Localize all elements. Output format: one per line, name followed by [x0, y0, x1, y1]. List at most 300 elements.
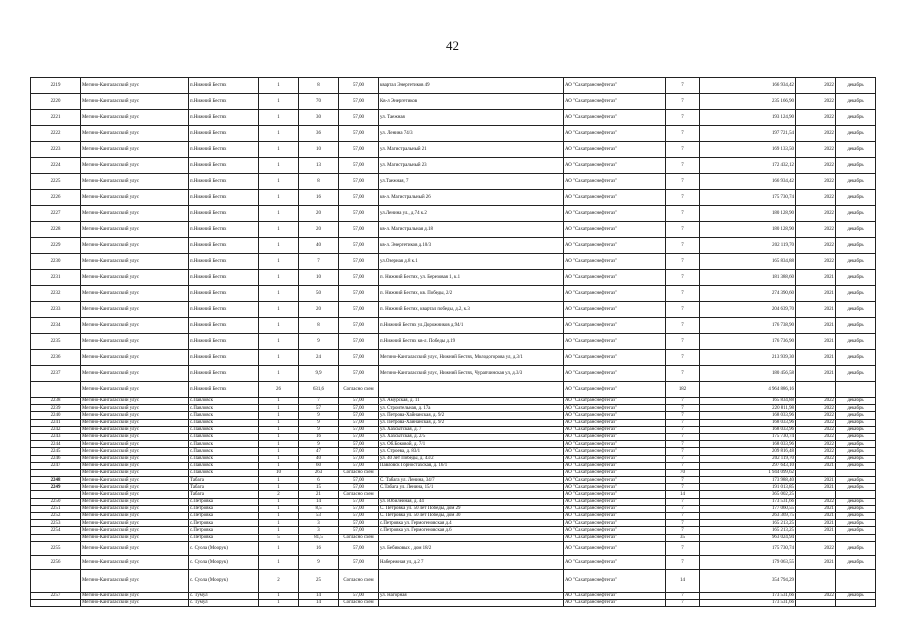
- cell-count: 1: [259, 520, 299, 527]
- table-row: [31, 78, 876, 94]
- cell-term: 7: [666, 527, 700, 534]
- cell-month: декабрь: [836, 126, 876, 142]
- cell-settlement: с.Павловск: [189, 441, 259, 448]
- cell-count: 1: [259, 366, 299, 382]
- cell-year: 2021: [796, 484, 836, 491]
- cell-count: 1: [259, 254, 299, 270]
- cell-count: 1: [259, 412, 299, 419]
- cell-count: 1: [259, 505, 299, 512]
- cell-organization: АО "Сахатранснефтегаз": [564, 433, 666, 440]
- cell-year: 2022: [796, 110, 836, 126]
- cell-diameter: 57,00: [339, 419, 379, 426]
- cell-district: Мегино-Кангаласский улус: [81, 334, 189, 350]
- cell-address: квартал Энергетиков 49: [379, 78, 564, 94]
- cell-term: 7: [666, 555, 700, 569]
- cell-term: 7: [666, 520, 700, 527]
- cell-district: Мегино-Кангаласский улус: [81, 469, 189, 476]
- cell-term: 7: [666, 158, 700, 174]
- cell-diameter: 57,00: [339, 142, 379, 158]
- cell-count: 1: [259, 477, 299, 484]
- cell-diameter: 57,00: [339, 286, 379, 302]
- cell-term: 182: [666, 382, 700, 398]
- cell-diameter: Согласно схем: [339, 469, 379, 476]
- cell-year: 2022: [796, 441, 836, 448]
- cell-year: 2022: [796, 142, 836, 158]
- cell-cost: 4 964 886,16: [700, 382, 796, 398]
- cell-organization: АО "Сахатранснефтегаз": [564, 569, 666, 592]
- cell-address: п. Нижний Бестях, квартал победы, д.2, к.3: [379, 302, 564, 318]
- cell-diameter: 57,00: [339, 302, 379, 318]
- cell-diameter: 57,00: [339, 441, 379, 448]
- cell-length: 6: [299, 477, 339, 484]
- table-row: [31, 592, 876, 599]
- cell-district: Мегино-Кангаласский улус: [81, 286, 189, 302]
- cell-year: 2021: [796, 350, 836, 366]
- cell-cost: 175 730,74: [700, 433, 796, 440]
- cell-settlement: п.Нижний Бестях: [189, 318, 259, 334]
- cell-count: 2: [259, 569, 299, 592]
- cell-term: 14: [666, 491, 700, 498]
- cell-row-number: 2233: [31, 302, 81, 318]
- cell-cost: 176 736,90: [700, 334, 796, 350]
- cell-diameter: 57,00: [339, 398, 379, 405]
- cell-row-number: 2252: [31, 513, 81, 520]
- cell-month: декабрь: [836, 94, 876, 110]
- cell-length: 8: [299, 78, 339, 94]
- cell-count: 1: [259, 419, 299, 426]
- table-row: [31, 398, 876, 405]
- cell-organization: АО "Сахатранснефтегаз": [564, 455, 666, 462]
- cell-month: декабрь: [836, 318, 876, 334]
- cell-count: 1: [259, 405, 299, 412]
- cell-organization: АО "Сахатранснефтегаз": [564, 513, 666, 520]
- cell-length: 16: [299, 541, 339, 555]
- cell-diameter: 57,00: [339, 222, 379, 238]
- cell-organization: АО "Сахатранснефтегаз": [564, 366, 666, 382]
- table-row: [31, 94, 876, 110]
- data-table: [30, 77, 876, 607]
- cell-month: декабрь: [836, 455, 876, 462]
- cell-diameter: 57,00: [339, 238, 379, 254]
- cell-row-number: 2229: [31, 238, 81, 254]
- cell-count: 1: [259, 206, 299, 222]
- cell-length: 8,5: [299, 505, 339, 512]
- cell-count: 1: [259, 498, 299, 505]
- cell-row-number: 2243: [31, 433, 81, 440]
- cell-count: 1: [259, 592, 299, 599]
- cell-length: 13: [299, 158, 339, 174]
- cell-district: Мегино-Кангаласский улус: [81, 599, 189, 606]
- cell-organization: АО "Сахатранснефтегаз": [564, 302, 666, 318]
- table-row: [31, 190, 876, 206]
- cell-cost: 180 128,90: [700, 206, 796, 222]
- cell-address: ул. Амурская, д. 11: [379, 398, 564, 405]
- table-row: [31, 350, 876, 366]
- cell-organization: АО "Сахатранснефтегаз": [564, 94, 666, 110]
- cell-month: декабрь: [836, 206, 876, 222]
- cell-month: декабрь: [836, 412, 876, 419]
- cell-year: 2021: [796, 505, 836, 512]
- cell-diameter: 57,00: [339, 158, 379, 174]
- cell-term: 7: [666, 592, 700, 599]
- cell-diameter: 57,00: [339, 318, 379, 334]
- cell-count: 1: [259, 318, 299, 334]
- cell-year: [796, 491, 836, 498]
- cell-length: 20: [299, 302, 339, 318]
- cell-term: 7: [666, 142, 700, 158]
- cell-length: 24: [299, 350, 339, 366]
- cell-settlement: Табага: [189, 477, 259, 484]
- cell-month: декабрь: [836, 513, 876, 520]
- cell-diameter: 57,00: [339, 110, 379, 126]
- cell-diameter: 57,00: [339, 505, 379, 512]
- cell-diameter: 57,00: [339, 555, 379, 569]
- cell-cost: 177 060,55: [700, 505, 796, 512]
- cell-organization: АО "Сахатранснефтегаз": [564, 555, 666, 569]
- cell-year: 2022: [796, 592, 836, 599]
- cell-count: 1: [259, 484, 299, 491]
- cell-term: 35: [666, 534, 700, 541]
- cell-count: 1: [259, 350, 299, 366]
- cell-month: декабрь: [836, 484, 876, 491]
- cell-organization: АО "Сахатранснефтегаз": [564, 398, 666, 405]
- cell-district: Мегино-Кангаласский улус: [81, 158, 189, 174]
- cell-cost: 173 531,66: [700, 592, 796, 599]
- table-row: [31, 286, 876, 302]
- cell-settlement: п.Нижний Бестях: [189, 222, 259, 238]
- cell-length: 60: [299, 462, 339, 469]
- cell-diameter: Согласно схем: [339, 382, 379, 398]
- cell-address: С. Табага ул. Ленина, 34/7: [379, 477, 564, 484]
- cell-row-number: 2251: [31, 505, 81, 512]
- cell-diameter: 57,00: [339, 541, 379, 555]
- cell-length: 9: [299, 555, 339, 569]
- table-row: [31, 126, 876, 142]
- cell-year: 2022: [796, 190, 836, 206]
- cell-cost: 193 124,90: [700, 110, 796, 126]
- cell-settlement: п.Нижний Бестях: [189, 78, 259, 94]
- cell-address: С. Петровка ул. 50 лет Победы, дом 29: [379, 505, 564, 512]
- cell-length: 36: [299, 126, 339, 142]
- cell-year: 2022: [796, 222, 836, 238]
- table-row: [31, 158, 876, 174]
- cell-length: 47: [299, 448, 339, 455]
- cell-term: 7: [666, 238, 700, 254]
- cell-diameter: 57,00: [339, 206, 379, 222]
- cell-organization: АО "Сахатранснефтегаз": [564, 254, 666, 270]
- cell-organization: АО "Сахатранснефтегаз": [564, 498, 666, 505]
- cell-settlement: с.Павловск: [189, 469, 259, 476]
- cell-settlement: п.Нижний Бестях: [189, 110, 259, 126]
- cell-length: 40: [299, 455, 339, 462]
- cell-organization: АО "Сахатранснефтегаз": [564, 158, 666, 174]
- cell-cost: 175 730,74: [700, 190, 796, 206]
- cell-row-number: 2246: [31, 455, 81, 462]
- cell-length: 8: [299, 174, 339, 190]
- cell-month: декабрь: [836, 541, 876, 555]
- cell-district: Мегино-Кангаласский улус: [81, 491, 189, 498]
- cell-address: п.Нижний Бестях ул.Дорожников д.94/1: [379, 318, 564, 334]
- cell-year: 2022: [796, 419, 836, 426]
- cell-term: 7: [666, 398, 700, 405]
- cell-diameter: Согласно схем: [339, 534, 379, 541]
- cell-settlement: п.Нижний Бестях: [189, 94, 259, 110]
- table-row: [31, 302, 876, 318]
- cell-settlement: п.Нижний Бестях: [189, 286, 259, 302]
- cell-year: 2022: [796, 398, 836, 405]
- table-row: [31, 366, 876, 382]
- cell-settlement: п.Нижний Бестях: [189, 366, 259, 382]
- cell-length: 14: [299, 592, 339, 599]
- cell-district: Мегино-Кангаласский улус: [81, 110, 189, 126]
- cell-settlement: с. Суола (Моорук): [189, 541, 259, 555]
- cell-address: [379, 599, 564, 606]
- cell-diameter: 57,00: [339, 190, 379, 206]
- cell-cost: 297 643,10: [700, 462, 796, 469]
- cell-year: [796, 469, 836, 476]
- cell-row-number: 2232: [31, 286, 81, 302]
- cell-district: Мегино-Кангаласский улус: [81, 254, 189, 270]
- cell-district: Мегино-Кангаласский улус: [81, 126, 189, 142]
- cell-month: декабрь: [836, 520, 876, 527]
- cell-month: декабрь: [836, 78, 876, 94]
- cell-diameter: 57,00: [339, 174, 379, 190]
- cell-organization: АО "Сахатранснефтегаз": [564, 350, 666, 366]
- cell-settlement: с.Павловск: [189, 398, 259, 405]
- cell-row-number: 2236: [31, 350, 81, 366]
- cell-year: 2021: [796, 270, 836, 286]
- cell-diameter: 57,00: [339, 484, 379, 491]
- cell-organization: АО "Сахатранснефтегаз": [564, 412, 666, 419]
- table-row: [31, 448, 876, 455]
- cell-address: ул. Хахсытская, д. 7: [379, 426, 564, 433]
- cell-term: 7: [666, 78, 700, 94]
- cell-diameter: Согласно схем: [339, 491, 379, 498]
- cell-address: ул. Об.Боковой, д. 7/1: [379, 441, 564, 448]
- cell-month: декабрь: [836, 286, 876, 302]
- cell-length: 50: [299, 286, 339, 302]
- cell-diameter: 57,00: [339, 448, 379, 455]
- cell-count: 1: [259, 110, 299, 126]
- cell-length: 53: [299, 513, 339, 520]
- cell-diameter: 57,00: [339, 412, 379, 419]
- table-row: [31, 469, 876, 476]
- cell-length: 9: [299, 419, 339, 426]
- cell-organization: АО "Сахатранснефтегаз": [564, 174, 666, 190]
- cell-year: 2021: [796, 513, 836, 520]
- cell-settlement: Табага: [189, 484, 259, 491]
- cell-row-number: 2223: [31, 142, 81, 158]
- cell-year: 2022: [796, 541, 836, 555]
- cell-term: 7: [666, 334, 700, 350]
- cell-count: 5: [259, 534, 299, 541]
- cell-cost: 169 133,50: [700, 142, 796, 158]
- cell-row-number: 2234: [31, 318, 81, 334]
- cell-address: [379, 491, 564, 498]
- cell-month: декабрь: [836, 426, 876, 433]
- cell-diameter: 57,00: [339, 254, 379, 270]
- cell-term: 7: [666, 254, 700, 270]
- cell-row-number: 2253: [31, 520, 81, 527]
- cell-year: 2021: [796, 318, 836, 334]
- cell-year: 2022: [796, 254, 836, 270]
- cell-diameter: 57,00: [339, 126, 379, 142]
- cell-month: декабрь: [836, 350, 876, 366]
- cell-month: [836, 469, 876, 476]
- cell-row-number: [31, 491, 81, 498]
- cell-month: декабрь: [836, 448, 876, 455]
- cell-row-number: 2256: [31, 555, 81, 569]
- cell-address: ул. Строева, д. 83/1: [379, 448, 564, 455]
- cell-address: п. Нижний Бестях, кв. Победы, 2/2: [379, 286, 564, 302]
- cell-diameter: Согласно схем: [339, 569, 379, 592]
- cell-address: с.Петровка ул. Гермогеновская д.6: [379, 527, 564, 534]
- cell-district: Мегино-Кангаласский улус: [81, 270, 189, 286]
- cell-month: [836, 569, 876, 592]
- cell-cost: 963 024,94: [700, 534, 796, 541]
- cell-organization: АО "Сахатранснефтегаз": [564, 334, 666, 350]
- cell-length: 9: [299, 334, 339, 350]
- cell-term: 7: [666, 541, 700, 555]
- cell-district: Мегино-Кангаласский улус: [81, 592, 189, 599]
- cell-cost: 168 033,96: [700, 441, 796, 448]
- cell-year: 2022: [796, 433, 836, 440]
- cell-address: [379, 534, 564, 541]
- cell-length: 9: [299, 426, 339, 433]
- table-row: [31, 412, 876, 419]
- cell-row-number: 2219: [31, 78, 81, 94]
- cell-count: 1: [259, 78, 299, 94]
- cell-district: Мегино-Кангаласский улус: [81, 541, 189, 555]
- cell-cost: 1 944 099,62: [700, 469, 796, 476]
- cell-organization: АО "Сахатранснефтегаз": [564, 520, 666, 527]
- cell-length: 7: [299, 398, 339, 405]
- cell-row-number: 2220: [31, 94, 81, 110]
- cell-cost: 166 934,42: [700, 174, 796, 190]
- cell-cost: 274 390,60: [700, 286, 796, 302]
- cell-count: 26: [259, 382, 299, 398]
- cell-month: декабрь: [836, 498, 876, 505]
- cell-count: 1: [259, 433, 299, 440]
- cell-cost: 173 988,40: [700, 477, 796, 484]
- cell-cost: 204 639,70: [700, 302, 796, 318]
- cell-organization: АО "Сахатранснефтегаз": [564, 222, 666, 238]
- cell-diameter: 57,00: [339, 455, 379, 462]
- cell-month: декабрь: [836, 477, 876, 484]
- cell-row-number: 2222: [31, 126, 81, 142]
- cell-length: 70: [299, 94, 339, 110]
- cell-length: 14: [299, 498, 339, 505]
- cell-cost: 173 531,66: [700, 599, 796, 606]
- cell-length: 30: [299, 110, 339, 126]
- cell-settlement: п.Нижний Бестях: [189, 206, 259, 222]
- cell-organization: АО "Сахатранснефтегаз": [564, 505, 666, 512]
- cell-count: 1: [259, 190, 299, 206]
- cell-address: кв-л. Магистральный 26: [379, 190, 564, 206]
- cell-row-number: 2231: [31, 270, 81, 286]
- cell-cost: 209 816,48: [700, 448, 796, 455]
- cell-term: 7: [666, 222, 700, 238]
- cell-district: Мегино-Кангаласский улус: [81, 462, 189, 469]
- cell-organization: АО "Сахатранснефтегаз": [564, 142, 666, 158]
- cell-length: 57: [299, 405, 339, 412]
- cell-cost: 176 738,90: [700, 318, 796, 334]
- cell-district: Мегино-Кангаласский улус: [81, 302, 189, 318]
- cell-organization: АО "Сахатранснефтегаз": [564, 190, 666, 206]
- cell-diameter: 57,00: [339, 592, 379, 599]
- cell-row-number: 2235: [31, 334, 81, 350]
- cell-row-number: 2250: [31, 498, 81, 505]
- table-body: [31, 78, 876, 607]
- cell-address: ул. Магистральный 23: [379, 158, 564, 174]
- cell-year: 2021: [796, 477, 836, 484]
- cell-term: 7: [666, 599, 700, 606]
- cell-district: Мегино-Кангаласский улус: [81, 382, 189, 398]
- table-row: [31, 426, 876, 433]
- cell-organization: АО "Сахатранснефтегаз": [564, 318, 666, 334]
- cell-month: декабрь: [836, 142, 876, 158]
- cell-cost: 180 456,58: [700, 366, 796, 382]
- cell-count: 1: [259, 334, 299, 350]
- table-row: [31, 110, 876, 126]
- cell-settlement: с. Суола (Моорук): [189, 569, 259, 592]
- cell-count: 1: [259, 286, 299, 302]
- cell-term: 7: [666, 174, 700, 190]
- cell-year: 2022: [796, 455, 836, 462]
- cell-row-number: [31, 469, 81, 476]
- cell-address: С.Табага ул. Ленина, 15/1: [379, 484, 564, 491]
- cell-cost: 197 721,54: [700, 126, 796, 142]
- cell-organization: АО "Сахатранснефтегаз": [564, 477, 666, 484]
- cell-organization: АО "Сахатранснефтегаз": [564, 382, 666, 398]
- cell-organization: АО "Сахатранснефтегаз": [564, 448, 666, 455]
- cell-year: 2022: [796, 94, 836, 110]
- cell-cost: 165 213,25: [700, 520, 796, 527]
- cell-month: декабрь: [836, 174, 876, 190]
- cell-row-number: 2226: [31, 190, 81, 206]
- cell-settlement: п.Нижний Бестях: [189, 350, 259, 366]
- cell-address: Кв-л Энергетиков: [379, 94, 564, 110]
- cell-district: Мегино-Кангаласский улус: [81, 222, 189, 238]
- table-row: [31, 222, 876, 238]
- cell-term: 7: [666, 426, 700, 433]
- cell-length: 10: [299, 270, 339, 286]
- cell-cost: 181 388,60: [700, 270, 796, 286]
- cell-organization: АО "Сахатранснефтегаз": [564, 527, 666, 534]
- cell-month: декабрь: [836, 419, 876, 426]
- table-row: [31, 206, 876, 222]
- cell-cost: 168 033,96: [700, 426, 796, 433]
- cell-month: декабрь: [836, 334, 876, 350]
- cell-count: 2: [259, 491, 299, 498]
- cell-address: Мегино-Кангаласский улус, Нижний Бестях, Молодогорова ул, д.3/1: [379, 350, 564, 366]
- cell-term: 7: [666, 126, 700, 142]
- cell-settlement: с.Павловск: [189, 455, 259, 462]
- cell-year: 2021: [796, 520, 836, 527]
- cell-diameter: 57,00: [339, 513, 379, 520]
- cell-address: ул. Магистральный 21: [379, 142, 564, 158]
- cell-district: Мегино-Кангаласский улус: [81, 318, 189, 334]
- cell-count: 1: [259, 448, 299, 455]
- cell-length: 20: [299, 222, 339, 238]
- cell-address: кв-л. Энергетиков д.10/3: [379, 238, 564, 254]
- cell-settlement: с.Павловск: [189, 433, 259, 440]
- cell-count: 1: [259, 238, 299, 254]
- cell-organization: АО "Сахатранснефтегаз": [564, 110, 666, 126]
- cell-length: 7: [299, 254, 339, 270]
- cell-district: Мегино-Кангаласский улус: [81, 527, 189, 534]
- cell-settlement: п.Нижний Бестях: [189, 142, 259, 158]
